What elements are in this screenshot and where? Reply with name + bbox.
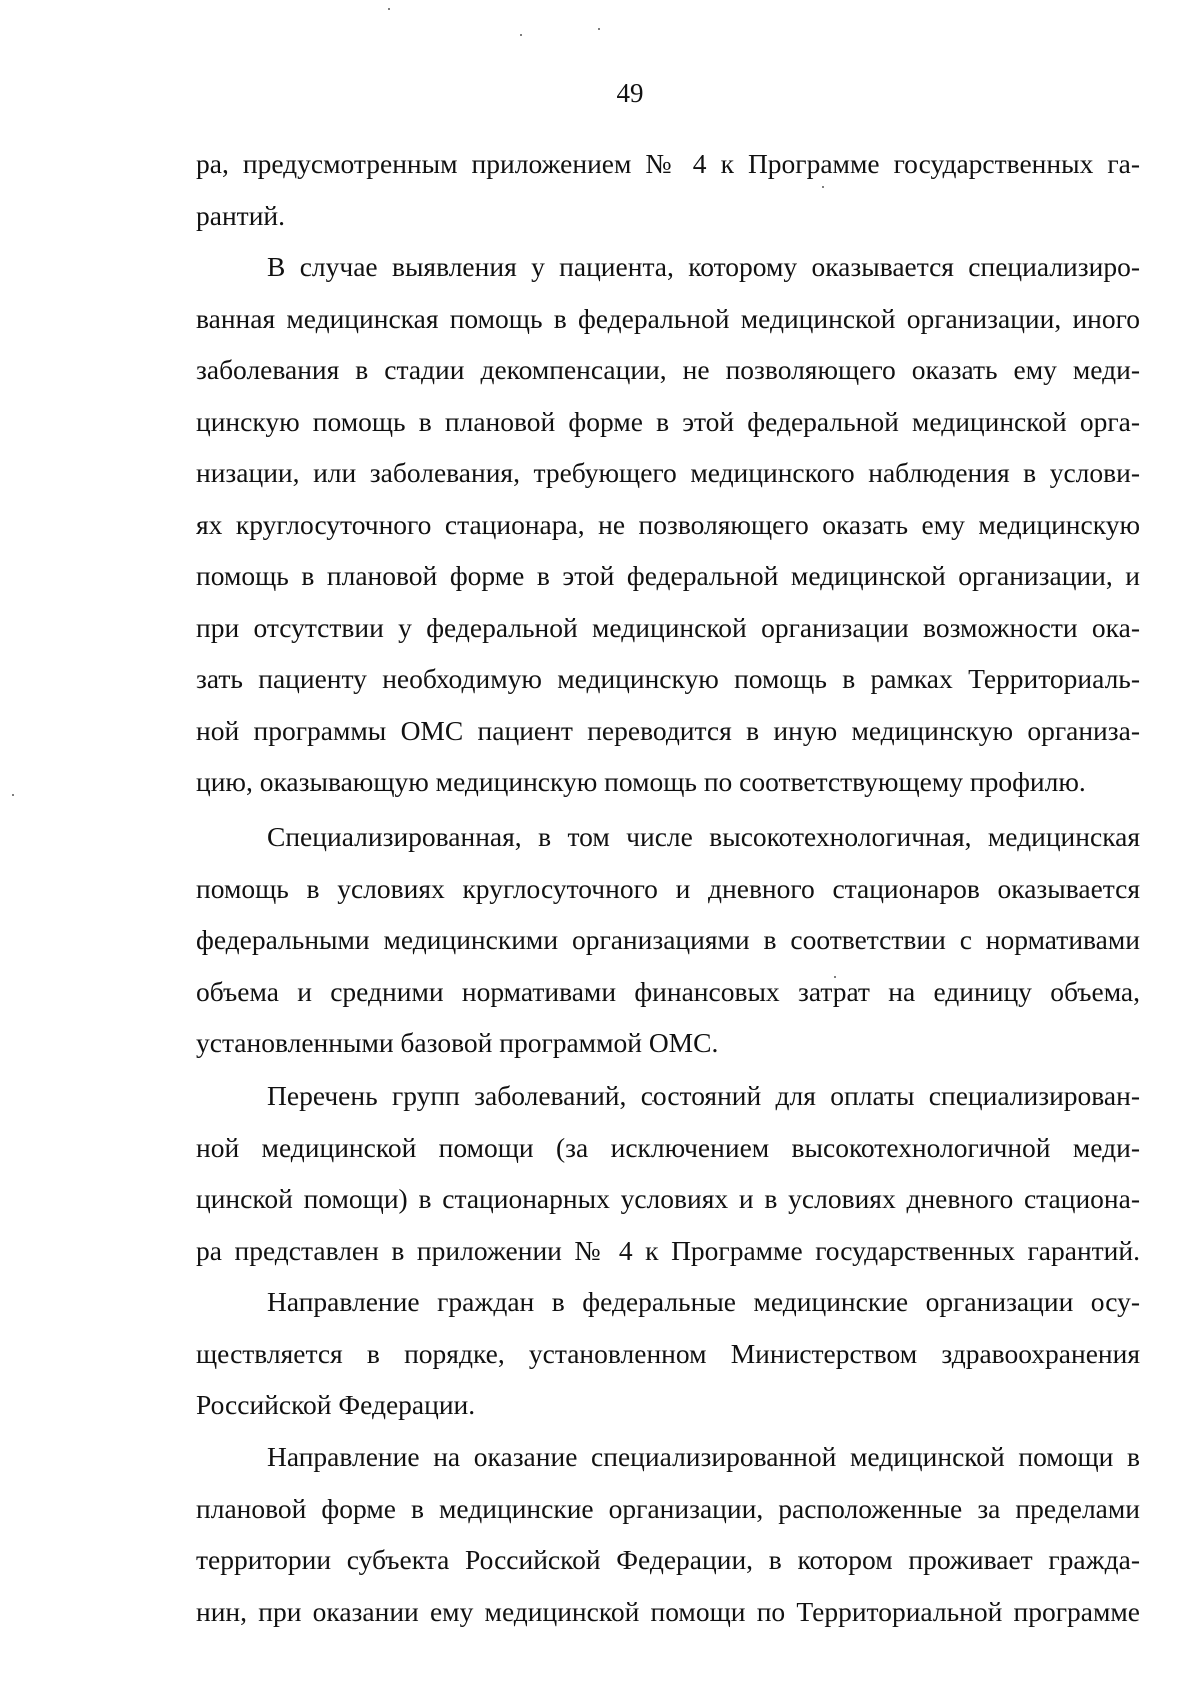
text-line: Направление на оказание специализированной медицинской помощи в	[267, 1441, 1140, 1472]
paragraph	[196, 138, 1140, 241]
text-line: Российской Федерации.	[196, 1389, 476, 1420]
text-line: помощь в условиях круглосуточного и дневного стационаров оказывается	[196, 872, 1140, 904]
text-line: территории субъекта Российской Федерации, в котором проживает гражда-	[196, 1544, 1140, 1575]
scan-speck	[388, 8, 390, 10]
text-line: ществляется в порядке, установленном Министерством здравоохранения	[196, 1337, 1140, 1369]
text-line: В случае выявления у пациента, которому оказывается специализиро-	[267, 251, 1140, 282]
scan-speck	[520, 34, 522, 36]
text-line: ра, предусмотренным приложением № 4 к Программе государственных га-	[196, 148, 1140, 179]
text-line: ной медицинской помощи (за исключением высокотехнологичной меди-	[196, 1131, 1140, 1163]
paragraph	[196, 1276, 1140, 1431]
text-line: нин, при оказании ему медицинской помощи по Территориальной программе	[196, 1595, 1140, 1627]
text-line: ной программы ОМС пациент переводится в иную медицинскую организа-	[196, 714, 1140, 746]
text-line: рантий.	[196, 199, 285, 231]
text-line: при отсутствии у федеральной медицинской организации возможности ока-	[196, 611, 1140, 643]
text-line: цинской помощи) в стационарных условиях и в условиях дневного стациона-	[196, 1183, 1140, 1214]
text-line: Перечень групп заболеваний, состояний для оплаты специализирован-	[267, 1080, 1140, 1111]
text-line: цию, оказывающую медицинскую помощь по соответствующему профилю.	[196, 766, 1086, 797]
text-line: объема и средними нормативами финансовых затрат на единицу объема,	[196, 975, 1140, 1007]
text-line: плановой форме в медицинские организации, расположенные за пределами	[196, 1492, 1140, 1524]
text-line: Специализированная, в том числе высокотехнологичная, медицинская	[267, 821, 1140, 852]
text-line: низации, или заболевания, требующего медицинского наблюдения в услови-	[196, 457, 1140, 488]
text-line: помощь в плановой форме в этой федеральной медицинской организации, и	[196, 560, 1140, 591]
page-number: 49	[616, 78, 644, 108]
text-line: цинскую помощь в плановой форме в этой федеральной медицинской орга-	[196, 405, 1140, 437]
text-line: ях круглосуточного стационара, не позволяющего оказать ему медицинскую	[196, 508, 1140, 540]
text-line: федеральными медицинскими организациями в соответствии с нормативами	[196, 924, 1140, 955]
text-line: зать пациенту необходимую медицинскую помощь в рамках Территориаль-	[196, 663, 1140, 694]
scan-speck	[12, 794, 14, 796]
text-line: заболевания в стадии декомпенсации, не позволяющего оказать ему меди-	[196, 354, 1140, 385]
text-line: ра представлен в приложении № 4 к Программе государственных гарантий.	[196, 1234, 1140, 1266]
paragraph	[196, 1431, 1140, 1637]
scan-speck	[598, 28, 600, 30]
paragraph	[196, 1070, 1140, 1276]
paragraph	[196, 241, 1140, 808]
text-line: Направление граждан в федеральные медицинские организации осу-	[267, 1286, 1140, 1317]
text-line: установленными базовой программой ОМС.	[196, 1027, 719, 1058]
text-line: ванная медицинская помощь в федеральной медицинской организации, иного	[196, 302, 1140, 334]
paragraph	[196, 811, 1140, 1069]
